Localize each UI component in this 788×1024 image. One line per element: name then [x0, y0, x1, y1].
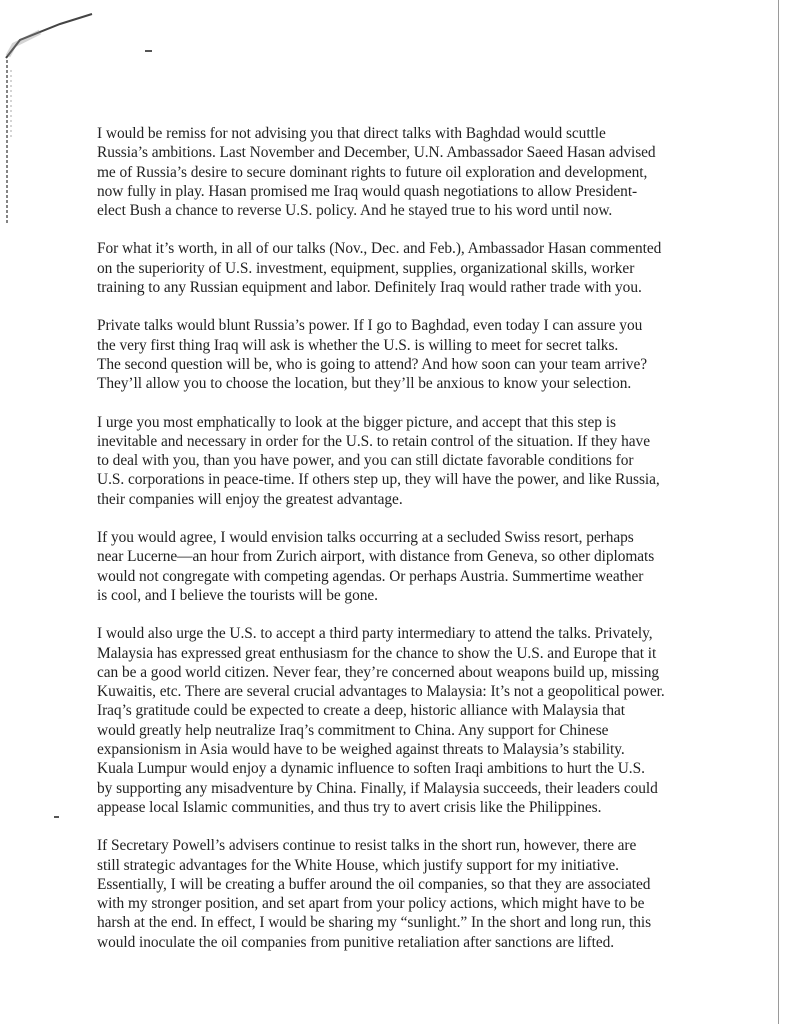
paragraph-3: Private talks would blunt Russia’s power. If I go to Baghdad, even today I can assure you the very first thing Iraq will ask is whether the U.S. is willing to meet for secret talks. The second question will be, who is going to attend? And how soon can your team arrive? They’ll allow you to choose the location, but they’ll be anxious to know your selection.	[97, 317, 648, 393]
stray-mark-top	[145, 50, 152, 52]
paragraph-2: For what it’s worth, in all of our talks (Nov., Dec. and Feb.), Ambassador Hasan commented on the superiority of U.S. investment, equipment, supplies, organizational skills, worker training to any Russian equipment and labor. Definitely Iraq would rather trade with you.	[97, 240, 662, 297]
page-right-edge	[778, 0, 779, 1024]
letter-body	[97, 124, 737, 971]
paragraph-7: If Secretary Powell’s advisers continue to resist talks in the short run, however, there are still strategic advantages for the White House, which justify support for my initiative. Essentially, I will be creating a buffer around the oil companies, so that they are associated with my stronger position, and set apart from your policy actions, which might have to be harsh at the end. In effect, I would be sharing my “sunlight.” In the short and long run, this would inoculate the oil companies from punitive retaliation after sanctions are lifted.	[97, 837, 652, 951]
stray-mark-margin	[54, 816, 59, 818]
scan-corner-artifact	[0, 0, 110, 230]
paragraph-4: I urge you most emphatically to look at the bigger picture, and accept that this step is inevitable and necessary in order for the U.S. to retain control of the situation. If they have to deal with you, than you have power, and you can still dictate favorable conditions for U.S. corporations in peace-time. If others step up, they will have the power, and like Russia, their companies will enjoy the greatest advantage.	[97, 413, 660, 508]
paragraph-1: I would be remiss for not advising you that direct talks with Baghdad would scuttle Russia’s ambitions. Last November and December, U.N. Ambassador Saeed Hasan advised me of Russia’s desire to secure dominant rights to future oil exploration and development, now fully in play. Hasan promised me Iraq would quash negotiations to allow President- elect Bush a chance to reverse U.S. policy. And he stayed true to his word until now.	[97, 125, 656, 220]
paragraph-6: I would also urge the U.S. to accept a third party intermediary to attend the talks. Privately, Malaysia has expressed great enthusiasm for the chance to show the U.S. and Europe that it can be a good world citizen. Never fear, they’re concerned about weapons build up, missing Kuwaitis, etc. There are several crucial advantages to Malaysia: It’s not a geopolitical power. Iraq’s gratitude could be expected to create a deep, historic alliance with Malaysia that would greatly help neutralize Iraq’s commitment to China. Any support for Chinese expansionism in Asia would have to be weighed against threats to Malaysia’s stability. Kuala Lumpur would enjoy a dynamic influence to soften Iraqi ambitions to hurt the U.S. by supporting any misadventure by China. Finally, if Malaysia succeeds, their leaders could appease local Islamic communities, and thus try to avert crisis like the Philippines.	[97, 625, 665, 816]
paragraph-5: If you would agree, I would envision talks occurring at a secluded Swiss resort, perhaps near Lucerne—an hour from Zurich airport, with distance from Geneva, so other diplomats would not congregate with competing agendas. Or perhaps Austria. Summertime weather is cool, and I believe the tourists will be gone.	[97, 529, 655, 604]
